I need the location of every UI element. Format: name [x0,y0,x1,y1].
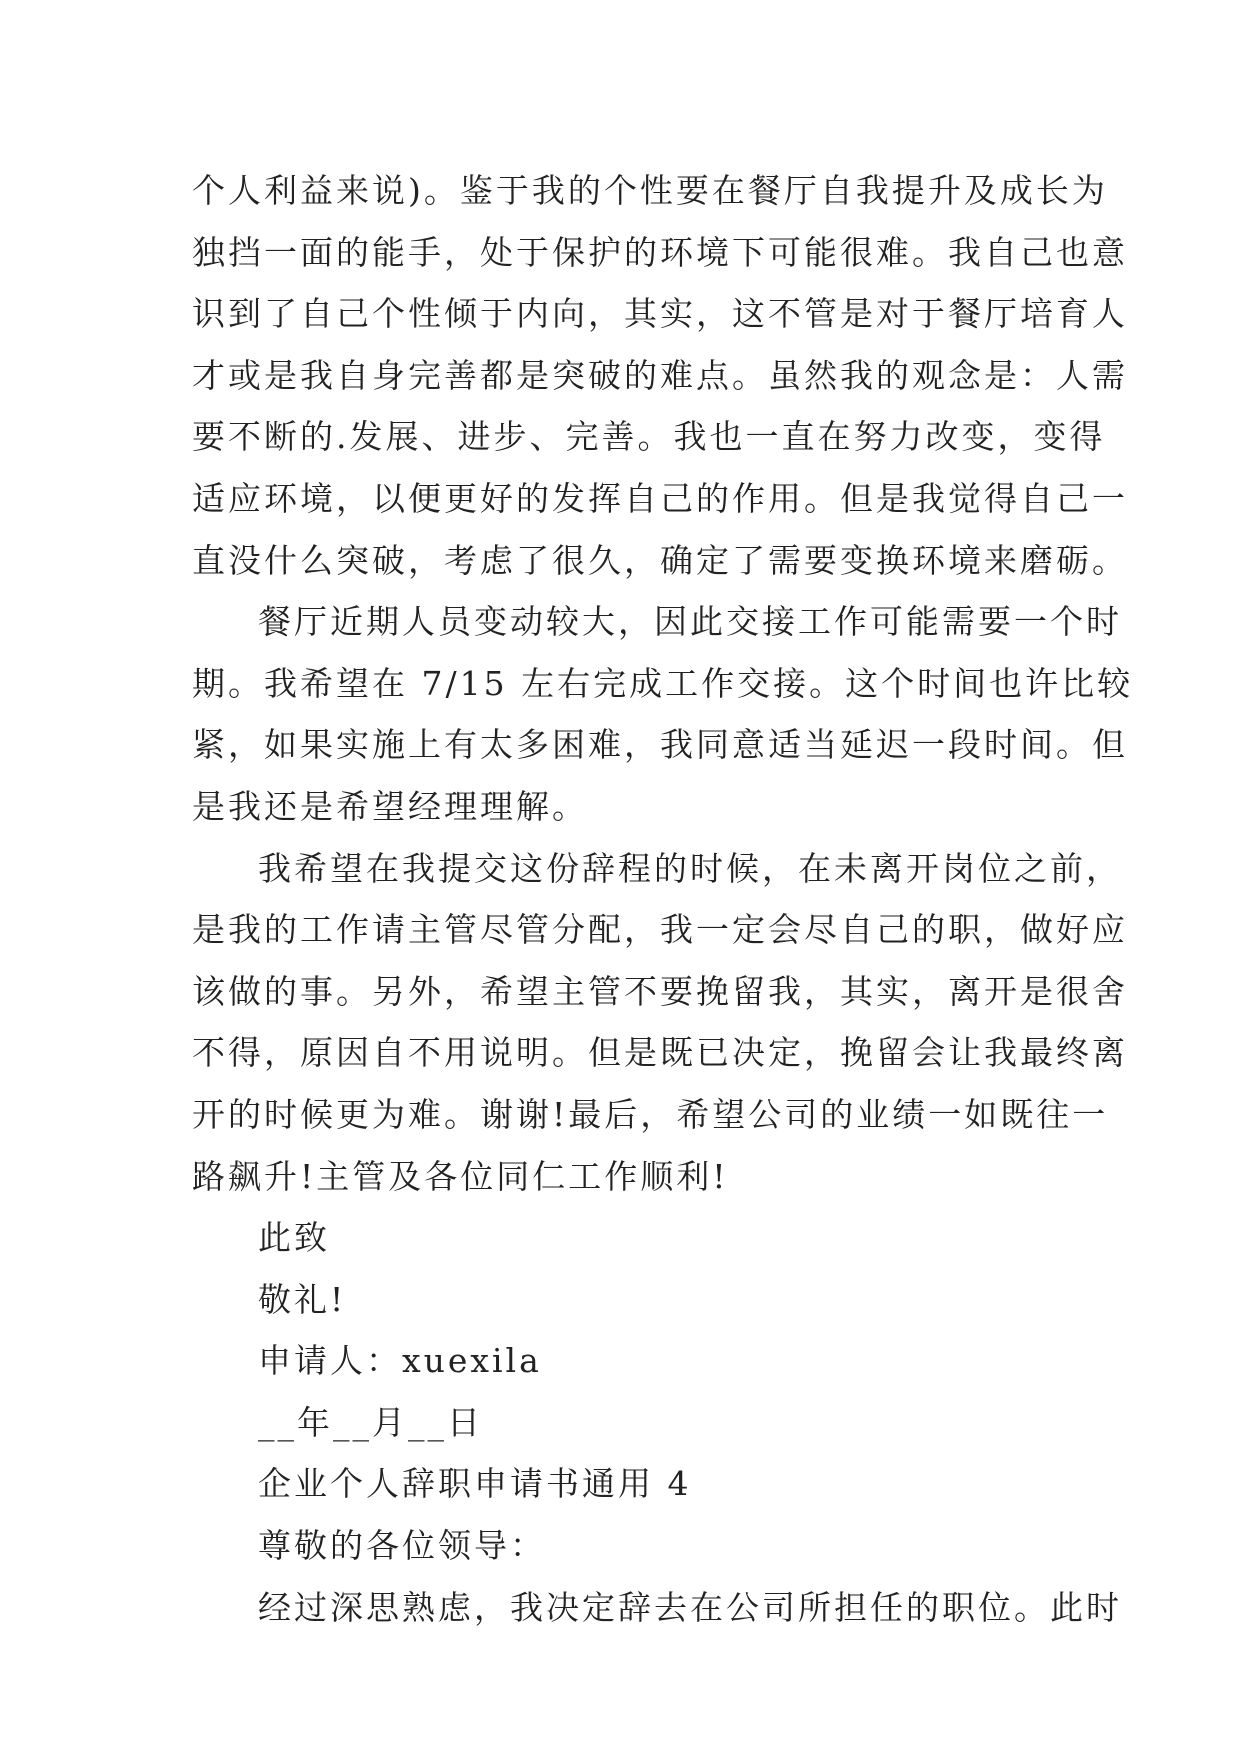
text-line: 要不断的.发展、进步、完善。我也一直在努力改变，变得 [192,417,1106,457]
text-line: 路飙升!主管及各位同仁工作顺利! [192,1156,729,1196]
closing-salutation: 此致 [258,1218,330,1258]
text-line: 独挡一面的能手，处于保护的环境下可能很难。我自己也意 [192,232,1128,272]
text-line: 该做的事。另外，希望主管不要挽留我，其实，离开是很舍 [192,971,1128,1011]
text-line: 是我还是希望经理理解。 [192,786,588,826]
text-line: 直没什么突破，考虑了很久，确定了需要变换环境来磨砺。 [192,540,1128,580]
text-line: 适应环境，以便更好的发挥自己的作用。但是我觉得自己一 [192,478,1128,518]
text-line: 是我的工作请主管尽管分配，我一定会尽自己的职，做好应 [192,910,1128,950]
text-line: 识到了自己个性倾于内向，其实，这不管是对于餐厅培育人 [192,294,1128,334]
greeting-line: 尊敬的各位领导： [258,1526,546,1566]
text-line: 不得，原因自不用说明。但是既已决定，挽留会让我最终离 [192,1033,1128,1073]
text-line: 开的时候更为难。谢谢!最后，希望公司的业绩一如既往一 [192,1094,1109,1134]
section-title: 企业个人辞职申请书通用 4 [258,1464,692,1504]
text-line: 期。我希望在 7/15 左右完成工作交接。这个时间也许比较 [192,663,1134,703]
paragraph-start-line: 经过深思熟虑，我决定辞去在公司所担任的职位。此时 [258,1587,1122,1627]
paragraph-start-line: 我希望在我提交这份辞程的时候，在未离开岗位之前， [258,848,1122,888]
text-line: 个人利益来说)。鉴于我的个性要在餐厅自我提升及成长为 [192,171,1108,210]
applicant-line: 申请人：xuexila [258,1341,542,1381]
text-line: 紧，如果实施上有太多困难，我同意适当延迟一段时间。但 [192,725,1128,765]
closing-regards: 敬礼! [258,1279,347,1319]
date-line: __年__月__日 [258,1402,483,1442]
paragraph-start-line: 餐厅近期人员变动较大，因此交接工作可能需要一个时 [258,602,1122,642]
document-body [192,160,1134,1638]
text-line: 才或是我自身完善都是突破的难点。虽然我的观念是：人需 [192,355,1128,395]
